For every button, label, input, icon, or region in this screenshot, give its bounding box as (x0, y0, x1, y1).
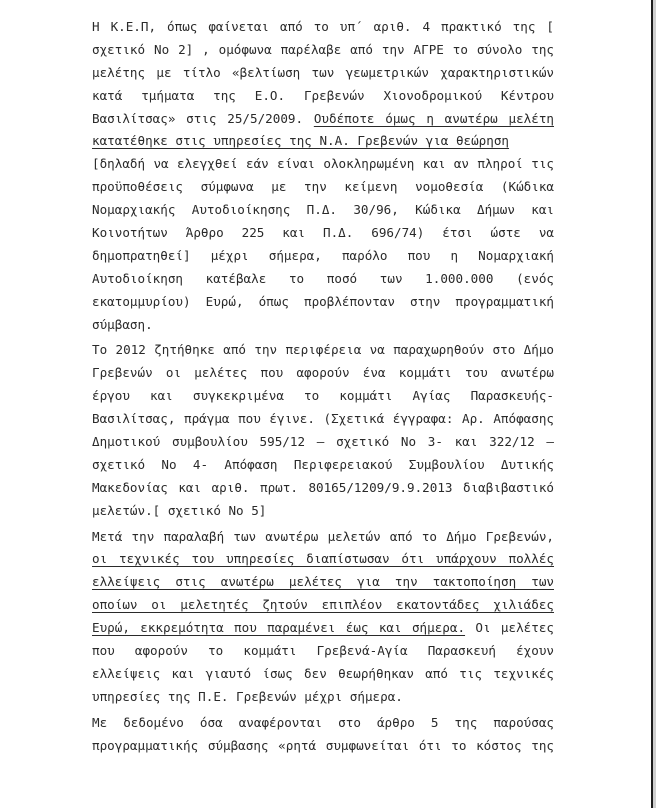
text-segment: Μετά την παραλαβή των ανωτέρω μελετών από το Δήμο Γρεβενών, (92, 528, 554, 544)
text-line (92, 222, 554, 245)
text-segment: εκατομμυρίου) Ευρώ, όπως προβλέπονταν στην προγραμματική (92, 293, 554, 309)
text-line (92, 735, 554, 758)
text-segment: μελετών.[ σχετικό Νο 5] (92, 502, 267, 518)
underlined-text: κατατέθηκε στις υπηρεσίες της Ν.Α. Γρεβενών για θεώρηση (92, 133, 510, 149)
text-segment: προϋποθέσεις σύμφωνα με την κείμενη νομοθεσία (Κώδικα (92, 179, 554, 195)
underlined-text: οποίων οι μελετητές ζητούν επιπλέον εκατοντάδες χιλιάδες (92, 597, 554, 613)
text-line (92, 385, 554, 408)
text-segment: Το 2012 ζητήθηκε από την περιφέρεια να παραχωρηθούν στο Δήμο (92, 342, 554, 358)
text-line (92, 571, 554, 594)
text-segment: κατά τμήματα της Ε.Ο. Γρεβενών Χιονοδρομικού Κέντρου (92, 87, 554, 103)
underlined-text: οι τεχνικές του υπηρεσίες διαπίστωσαν ότι υπάρχουν πολλές (92, 551, 554, 567)
text-segment: [δηλαδή να ελεγχθεί εάν είναι ολοκληρωμένη και αν πληροί τις (92, 156, 554, 172)
underlined-text: Ουδέποτε όμως η ανωτέρω μελέτη (313, 110, 554, 126)
paragraph (92, 712, 554, 758)
paragraph (92, 339, 554, 522)
text-line (92, 314, 554, 337)
text-line (92, 712, 554, 735)
text-line (92, 153, 554, 176)
text-line (92, 500, 554, 523)
text-line (92, 362, 554, 385)
text-segment: Βασιλίτσας» στις 25/5/2009. (92, 110, 314, 126)
paragraph (92, 16, 554, 336)
text-segment: σχετικό Νο 4- Απόφαση Περιφερειακού Συμβουλίου Δυτικής (92, 456, 554, 472)
text-segment: που αφορούν το κομμάτι Γρεβενά-Αγία Παρασκευή έχουν (92, 643, 554, 659)
paragraph (92, 526, 554, 709)
text-line (92, 663, 554, 686)
text-line (92, 431, 554, 454)
text-line (92, 640, 554, 663)
underlined-text: Ευρώ, εκκρεμότητα που παραμένει έως και σήμερα. (92, 620, 466, 636)
text-line (92, 454, 554, 477)
text-line (92, 617, 554, 640)
text-segment: Η Κ.Ε.Π, όπως φαίνεται από το υπ΄ αριθ. 4 πρακτικό της [ (92, 19, 554, 34)
text-line (92, 39, 554, 62)
text-line (92, 548, 554, 571)
text-segment: ελλείψεις και γιαυτό ίσως δεν θεωρήθηκαν από τις τεχνικές (92, 665, 554, 681)
text-line (92, 130, 554, 153)
text-line (92, 85, 554, 108)
text-segment: Αυτοδιοίκηση κατέβαλε το ποσό των 1.000.000 (ενός (92, 270, 554, 286)
text-line (92, 268, 554, 291)
text-line (92, 594, 554, 617)
text-segment: μελέτης με τίτλο «βελτίωση των γεωμετρικών χαρακτηριστικών (92, 64, 554, 80)
text-line (92, 477, 554, 500)
text-segment: υπηρεσίες της Π.Ε. Γρεβενών μέχρι σήμερα. (92, 688, 403, 704)
text-line (92, 686, 554, 709)
text-line (92, 339, 554, 362)
text-segment: Οι μελέτες (465, 620, 555, 636)
text-line (92, 291, 554, 314)
text-line (92, 199, 554, 222)
text-line (92, 245, 554, 268)
text-line (92, 176, 554, 199)
text-segment: σύμβαση. (92, 316, 153, 332)
underlined-text: ελλείψεις στις ανωτέρω μελέτες για την τακτοποίηση των (92, 574, 554, 590)
text-segment: σχετικό Νο 2] , ομόφωνα παρέλαβε από την ΑΓΡΕ το σύνολο της (92, 41, 554, 57)
document-body (92, 16, 554, 758)
text-segment: Μακεδονίας και αριθ. πρωτ. 80165/1209/9.9.2013 διαβιβαστικό (92, 479, 554, 495)
text-segment: δημοπρατηθεί] μέχρι σήμερα, παρόλο που η Νομαρχιακή (92, 247, 554, 263)
text-segment: Με δεδομένο όσα αναφέρονται στο άρθρο 5 της παρούσας (92, 714, 554, 730)
text-line (92, 62, 554, 85)
text-line (92, 16, 554, 39)
text-segment: Βασιλίτσας, πράγμα που έγινε. (Σχετικά έγγραφα: Αρ. Απόφασης (92, 411, 554, 427)
text-segment: Νομαρχιακής Αυτοδιοίκησης Π.Δ. 30/96, Κώδικα Δήμων και (92, 202, 554, 218)
text-segment: Γρεβενών οι μελέτες που αφορούν ένα κομμάτι του ανωτέρω (92, 365, 554, 381)
text-line (92, 408, 554, 431)
text-segment: Δημοτικού συμβουλίου 595/12 – σχετικό Νο 3- και 322/12 – (92, 434, 554, 450)
text-segment: προγραμματικής σύμβασης «ρητά συμφωνείται ότι το κόστος της (92, 737, 554, 753)
text-segment: Κοινοτήτων Άρθρο 225 και Π.Δ. 696/74) έτσι ώστε να (92, 225, 554, 241)
text-segment: έργου και συγκεκριμένα το κομμάτι Αγίας Παρασκευής- (92, 388, 554, 404)
text-line (92, 108, 554, 131)
text-line (92, 526, 554, 549)
